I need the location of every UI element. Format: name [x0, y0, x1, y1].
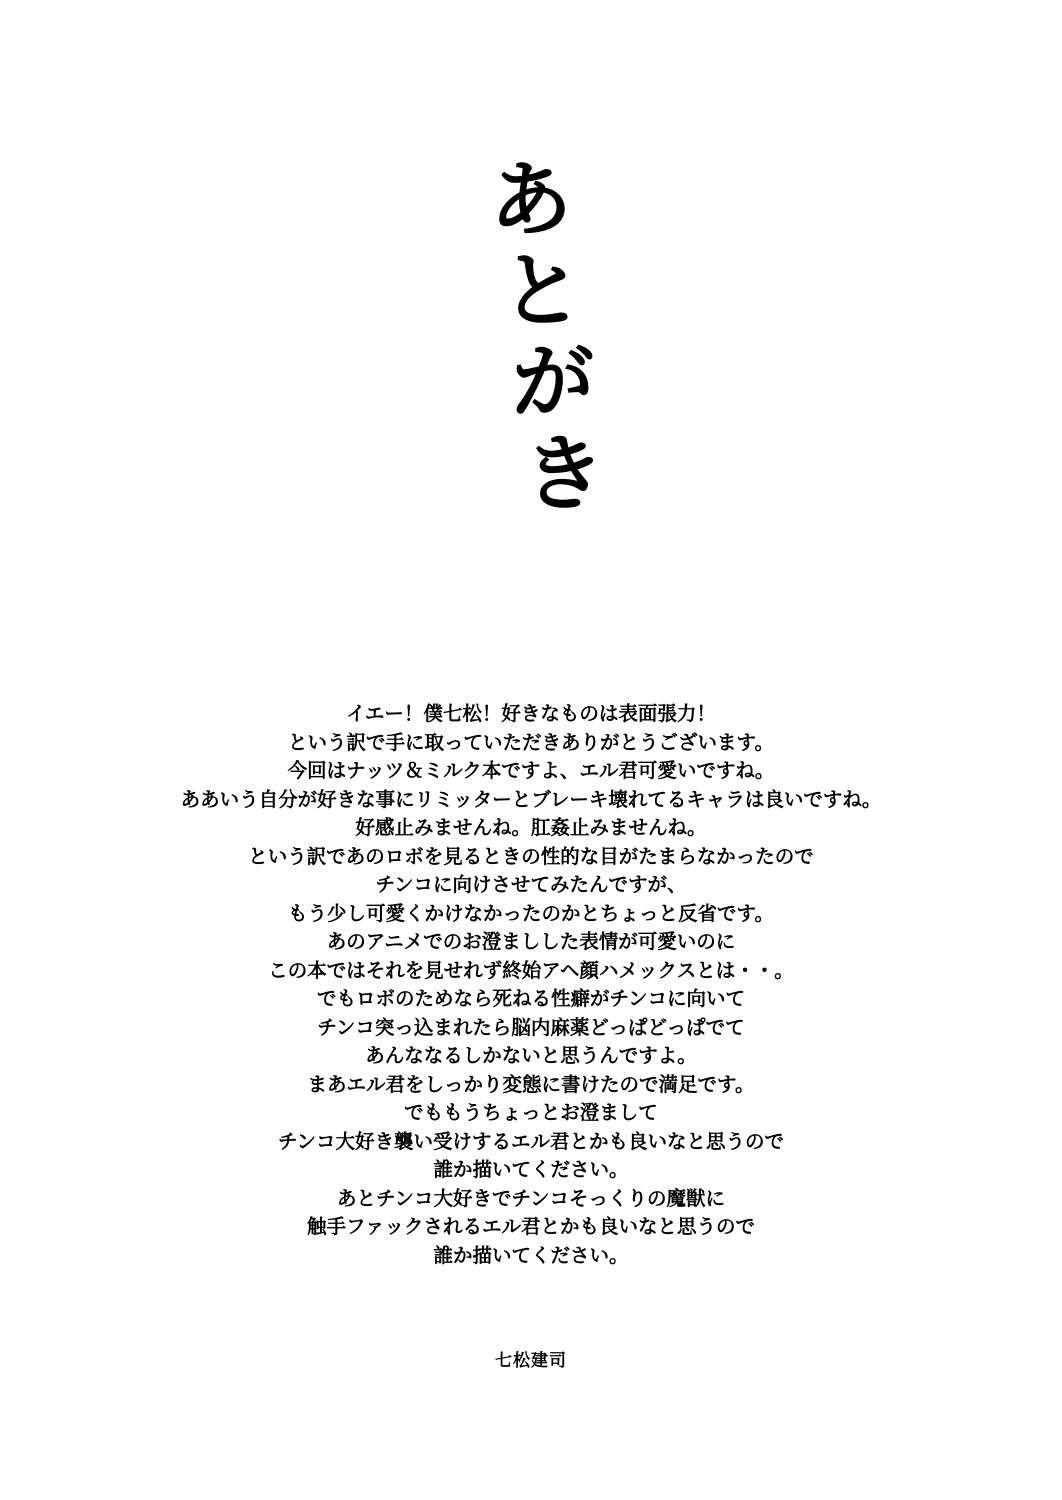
afterword-line: イエー！僕七松！好きなものは表面張力！: [346, 702, 716, 725]
afterword-line: 誰か描いてください。: [433, 1158, 629, 1181]
afterword-line: チンコに向けさせてみたんですが、: [375, 873, 687, 896]
afterword-line: まあエル君をしっかり変態に書けたので満足です。: [307, 1072, 755, 1096]
afterword-line: ああいう自分が好きな事にリミッターとブレーキ壊れてるキャラは良いですね。: [180, 787, 882, 811]
afterword-line: チンコ大好き襲い受けするエル君とかも良いなと思うので: [277, 1129, 785, 1153]
afterword-line: という訳であのロボを見るときの性的な目がたまらなかったので: [248, 844, 814, 868]
afterword-line: 好感止みませんね。肛姦止みませんね。: [355, 816, 707, 839]
afterword-line: あのアニメでのお澄ましした表情が可愛いのに: [326, 930, 736, 953]
author-signature: 七松建司: [495, 1351, 567, 1371]
afterword-line: この本ではそれを見せれず終始アヘ顔ハメックスとは・・。: [268, 958, 794, 982]
title-char-4: き: [522, 426, 605, 522]
page-title: [0, 153, 1062, 525]
afterword-line: でもロボのためなら死ねる性癖がチンコに向いて: [316, 987, 746, 1010]
afterword-body: [0, 700, 1062, 1270]
afterword-line: 今回はナッツ＆ミルク本ですよ、エル君可愛いですね。: [287, 759, 775, 782]
afterword-line: という訳で手に取っていただきありがとうございます。: [288, 730, 774, 754]
afterword-line: 触手ファックされるエル君とかも良いなと思うので: [306, 1215, 756, 1238]
afterword-line: あんななるしかないと思うんですよ。: [365, 1044, 697, 1067]
title-char-2: と: [500, 244, 583, 340]
title-char-1: あ: [489, 153, 572, 248]
afterword-line: チンコ突っ込まれたら脳内麻薬どっぱどっぱでて: [317, 1015, 745, 1039]
afterword-line: でももうちょっとお澄まして: [404, 1101, 658, 1124]
afterword-line: 誰か描いてください。: [433, 1243, 629, 1267]
title-char-3: が: [511, 335, 594, 431]
afterword-line: あとチンコ大好きでチンコそっくりの魔獣に: [336, 1186, 726, 1210]
afterword-line: もう少し可愛くかけなかったのかとちょっと反省です。: [288, 901, 774, 925]
